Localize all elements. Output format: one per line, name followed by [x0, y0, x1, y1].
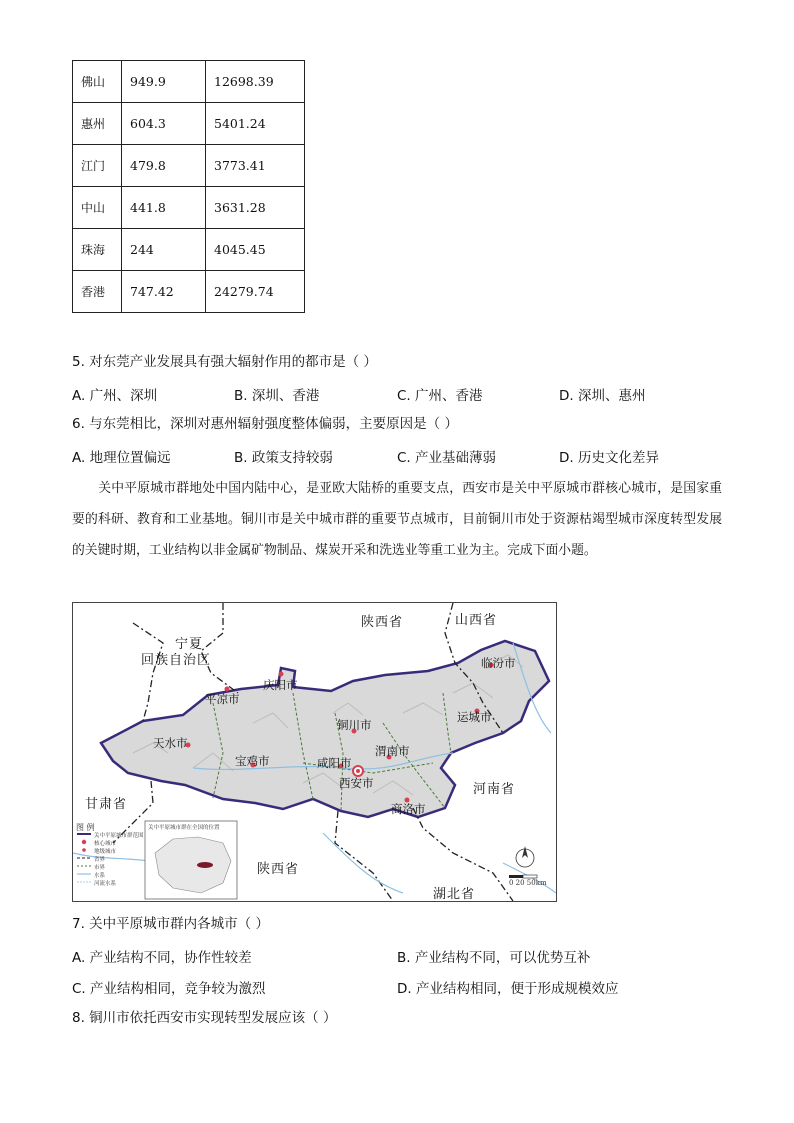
inset-highlight — [197, 862, 213, 868]
question-7-option-d: D. 产业结构相同，便于形成规模效应 — [397, 981, 619, 997]
table-cell: 244 — [122, 229, 206, 271]
table-cell: 949.9 — [122, 61, 206, 103]
label-qingyang: 庆阳市 — [263, 678, 298, 692]
scale-label: 0 20 50km — [509, 879, 547, 887]
question-7-option-c: C. 产业结构相同，竞争较为激烈 — [72, 981, 266, 997]
label-shanxi: 山西省 — [455, 613, 498, 628]
question-6-option-a: A. 地理位置偏远 — [72, 450, 171, 466]
table-cell: 珠海 — [73, 229, 122, 271]
table-cell: 12698.39 — [206, 61, 305, 103]
label-shaanxi-south: 陕西省 — [257, 862, 300, 877]
table-row — [73, 229, 305, 271]
region-map — [72, 602, 557, 902]
label-shaanxi-north: 陕西省 — [361, 615, 404, 630]
label-hubei: 湖北省 — [433, 887, 476, 902]
table-cell: 佛山 — [73, 61, 122, 103]
legend-item: 省界 — [94, 857, 106, 863]
label-tongchuan: 铜川市 — [337, 718, 372, 732]
table-cell: 5401.24 — [206, 103, 305, 145]
label-tianshui: 天水市 — [153, 736, 188, 750]
table-cell: 479.8 — [122, 145, 206, 187]
question-7-option-b: B. 产业结构不同，可以优势互补 — [397, 950, 591, 966]
scale-bar-icon — [509, 875, 537, 878]
reading-passage — [72, 473, 722, 566]
question-7-option-a: A. 产业结构不同，协作性较差 — [72, 950, 252, 966]
table-cell: 中山 — [73, 187, 122, 229]
map-drawing — [73, 603, 556, 901]
question-5-stem: 5. 对东莞产业发展具有强大辐射作用的都市是（ ） — [72, 354, 377, 370]
question-5-option-a: A. 广州、深圳 — [72, 388, 158, 404]
legend-symbols — [77, 834, 91, 882]
legend-item: 关中平原城市群范围 — [94, 833, 144, 839]
inset-title: 关中平原城市群在全国的位置 — [148, 825, 220, 831]
label-gansu: 甘肃省 — [85, 797, 128, 812]
table-cell: 24279.74 — [206, 271, 305, 313]
label-ningxia-1: 宁夏 — [175, 637, 204, 652]
legend-title: 图 例 — [76, 823, 95, 832]
label-xian: 西安市 — [339, 776, 374, 790]
table-cell: 604.3 — [122, 103, 206, 145]
table-row — [73, 103, 305, 145]
question-5-option-c: C. 广州、香港 — [397, 388, 483, 404]
label-ningxia-2: 回族自治区 — [141, 653, 212, 668]
legend-item: 水系 — [94, 873, 106, 879]
table-cell: 747.42 — [122, 271, 206, 313]
question-7-stem: 7. 关中平原城市群内各城市（ ） — [72, 916, 269, 932]
legend-item: 核心城市 — [94, 841, 117, 847]
table-cell: 3773.41 — [206, 145, 305, 187]
question-6-stem: 6. 与东莞相比，深圳对惠州辐射强度整体偏弱，主要原因是（ ） — [72, 416, 458, 432]
table-cell: 441.8 — [122, 187, 206, 229]
label-pingliang: 平凉市 — [205, 692, 240, 706]
table-row — [73, 271, 305, 313]
legend-item: 河流水系 — [94, 881, 117, 887]
label-yuncheng: 运城市 — [457, 710, 492, 724]
table-row — [73, 61, 305, 103]
table-cell: 江门 — [73, 145, 122, 187]
table-cell: 4045.45 — [206, 229, 305, 271]
label-linfen: 临汾市 — [481, 656, 516, 670]
table-cell: 香港 — [73, 271, 122, 313]
question-6-option-d: D. 历史文化差异 — [559, 450, 659, 466]
legend-item: 市界 — [94, 865, 106, 871]
table-row — [73, 145, 305, 187]
label-baoji: 宝鸡市 — [235, 754, 270, 768]
label-weinan: 渭南市 — [375, 744, 410, 758]
question-6-option-c: C. 产业基础薄弱 — [397, 450, 497, 466]
question-6-option-b: B. 政策支持较弱 — [234, 450, 333, 466]
question-8-stem: 8. 铜川市依托西安市实现转型发展应该（ ） — [72, 1010, 337, 1026]
label-henan: 河南省 — [473, 782, 516, 797]
table-cell: 惠州 — [73, 103, 122, 145]
table-row — [73, 187, 305, 229]
table-cell: 3631.28 — [206, 187, 305, 229]
north-arrow-icon — [516, 846, 534, 867]
label-shangluo: 商洛市 — [391, 802, 426, 816]
data-table — [72, 60, 305, 313]
legend-item: 地级城市 — [94, 849, 117, 855]
question-5-option-d: D. 深圳、惠州 — [559, 388, 646, 404]
question-5-option-b: B. 深圳、香港 — [234, 388, 320, 404]
label-xianyang: 咸阳市 — [317, 756, 352, 770]
passage-text: 关中平原城市群地处中国内陆中心，是亚欧大陆桥的重要支点，西安市是关中平原城市群核心城市，是国家重要的科研、教育和工业基地。铜川市是关中城市群的重要节点城市，目前铜川市处于资源枯竭型城市深度转型发展的关键时期，工业结构以非金属矿物制品、煤炭开采和洗选业等重工业为主。完成下面小题。 — [72, 481, 722, 558]
